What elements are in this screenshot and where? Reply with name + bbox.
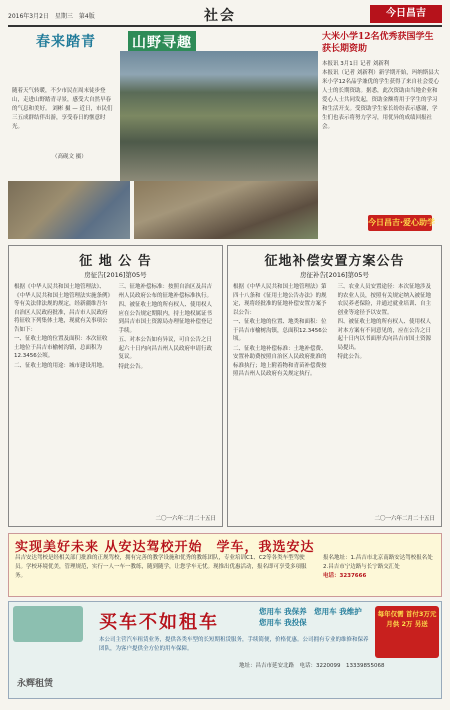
photo-hikers-right (134, 181, 318, 239)
land-requisition-notice (8, 245, 223, 527)
section-title: 社会 (204, 8, 236, 24)
rental-company-logo-text: 永辉租赁 (17, 679, 54, 689)
ad-body: 昌吉安达驾校是经相关部门批准的正规驾校，拥有完善的教学设施和优秀的教练团队，专业培训C1、C2等各类车型驾驶员。学校环境优美，管理规范，实行一人一车一教练，随到随学，让您学车无忧。现推出优惠活动，报名即可享受多项服务。 (15, 555, 307, 579)
ad-description: 本公司主营汽车租赁业务，提供各类车型的长短期租赁服务，手续简便，价格优惠。公司拥有专业的维修和保养团队，为客户提供全方位的用车保障。 (99, 637, 369, 652)
main-landscape-photo (120, 51, 318, 181)
notice-paragraph: 四、被征收土地的所有权人、使用权人应在公告规定期限内，持土地权属证书到昌吉市国土资源局办理征地补偿登记手续。 (118, 302, 213, 334)
compensation-plan-notice (227, 245, 442, 527)
ad-contact (323, 554, 437, 581)
photo-credit: （高砚文 摄） (52, 154, 87, 160)
ad-headline: 买车不如租车 (99, 612, 219, 633)
side-article-body: 本报讯（记者 刘新利）新学期开始，玛纳斯县大米小学12名品学兼优的学生获得了来自社会爱心人士的长期资助。据悉，此次资助由当地企业和爱心人士共同发起，资助金额将用于学生的学习和生活开支。受资助学生家长纷纷表示感谢，学生们也表示将努力学习，用优异的成绩回报社会。 (322, 70, 440, 130)
ad-promo-badge: 每年仅需 首付3万元 月供 2万 另送 (375, 606, 439, 658)
notice-paragraph: 二、征收土地的用途：城市建设用地。 (14, 362, 108, 369)
side-article-banner: 今日昌吉·爱心助学 (368, 215, 432, 231)
notice-title: 征地补偿安置方案公告 (264, 254, 405, 269)
driving-school-ad (8, 533, 442, 597)
notice-body (233, 283, 436, 521)
notice-paragraph: 一、征收土地的位置及面积：本次征收土地位于昌吉市榆树沟镇，总面积为12.3456公顷。 (14, 336, 108, 359)
ad-slogan: 您用车 我保养 您用车 我维护 您用车 我投保 (259, 607, 370, 627)
photo-feature-title (8, 31, 318, 51)
photo-title-left: 春来踏青 (36, 34, 96, 50)
notice-date: 二〇一六年二月二十五日 (374, 516, 435, 522)
notice-paragraph: 特此公告。 (118, 363, 147, 370)
newspaper-logo: 今日昌吉 (370, 5, 442, 23)
issue-date: 2016年3月2日 星期三 第4版 (8, 13, 95, 20)
notice-body (14, 283, 217, 521)
notice-paragraph: 四、被征收土地的所有权人、使用权人对本方案有不同意见的，应在公告之日起十日内以书面形式向昌吉市国土资源局提出。 (337, 319, 432, 351)
notice-paragraph: 根据《中华人民共和国土地管理法》第四十八条和《征用土地公告办法》的规定，现将经批准的征地补偿安置方案予以公告： (233, 284, 327, 316)
photo-feature (8, 31, 318, 239)
notice-title: 征 地 公 告 (79, 254, 152, 269)
side-article-headline: 大米小学12名优秀获国学生获长期资助 (322, 32, 434, 54)
notice-paragraph: 三、征地补偿标准：按照自治区及昌吉州人民政府公布的征地补偿标准执行。 (118, 284, 213, 299)
side-article (322, 31, 442, 239)
photo-title-right: 山野寻趣 (128, 31, 196, 53)
notice-number: 房征补告[2016]第05号 (300, 271, 369, 279)
side-article-byline: 本报讯 3月1日 记者 刘新利 (322, 61, 390, 67)
photo-caption: 随着天气转暖，不少市民在周末徒步登山，走进山野踏青寻景，感受大自然早春的气息和美好。 刘彬 摄 — 近日，市民们三五成群结伴出游，享受春日的惬意时光。 (12, 88, 113, 130)
notice-paragraph: 三、农业人员安置途径：本次征地涉及的农业人员，按照有关规定纳入被征地农民养老保险，并通过就业培训、自主创业等途径予以安置。 (337, 284, 432, 316)
page-header (8, 5, 442, 27)
car-logo-image (13, 606, 83, 642)
notice-paragraph: 五、对本公告如有异议，可自公告之日起六十日内向昌吉州人民政府申请行政复议。 (118, 337, 213, 360)
notice-paragraph: 一、征收土地的位置、地类和面积：位于昌吉市榆树沟镇，总面积12.3456公顷。 (233, 319, 328, 342)
ad-headline: 实现美好未来 从安达驾校开始 学车，我选安达 (15, 540, 315, 555)
ad-address: 报名地址：1.昌吉市北京南路安达驾校报名处 2.昌吉市宁边路与长宁路交汇处 (323, 555, 433, 570)
notice-date: 二〇一六年二月二十五日 (155, 516, 216, 522)
ad-phone: 电话：3237666 (323, 573, 367, 579)
notice-paragraph: 特此公告。 (337, 354, 366, 360)
photo-hikers-left (8, 181, 130, 239)
notice-paragraph: 根据《中华人民共和国土地管理法》、《中华人民共和国土地管理法实施条例》等有关法律法规的规定，经新疆维吾尔自治区人民政府批准，昌吉市人民政府将征收下列集体土地，现就有关事项公告如下： (14, 284, 111, 333)
car-rental-ad (8, 601, 442, 699)
ad-contact-info: 地址：昌吉市延安北路 电话：3220099 13339855068 (239, 663, 385, 669)
notice-paragraph: 二、征收土地补偿标准：土地补偿费、安置补助费按照自治区人民政府批准的标准执行；地上附着物和青苗补偿费按照昌吉州人民政府有关规定执行。 (233, 345, 327, 377)
notice-number: 房征告[2016]第05号 (84, 271, 147, 279)
